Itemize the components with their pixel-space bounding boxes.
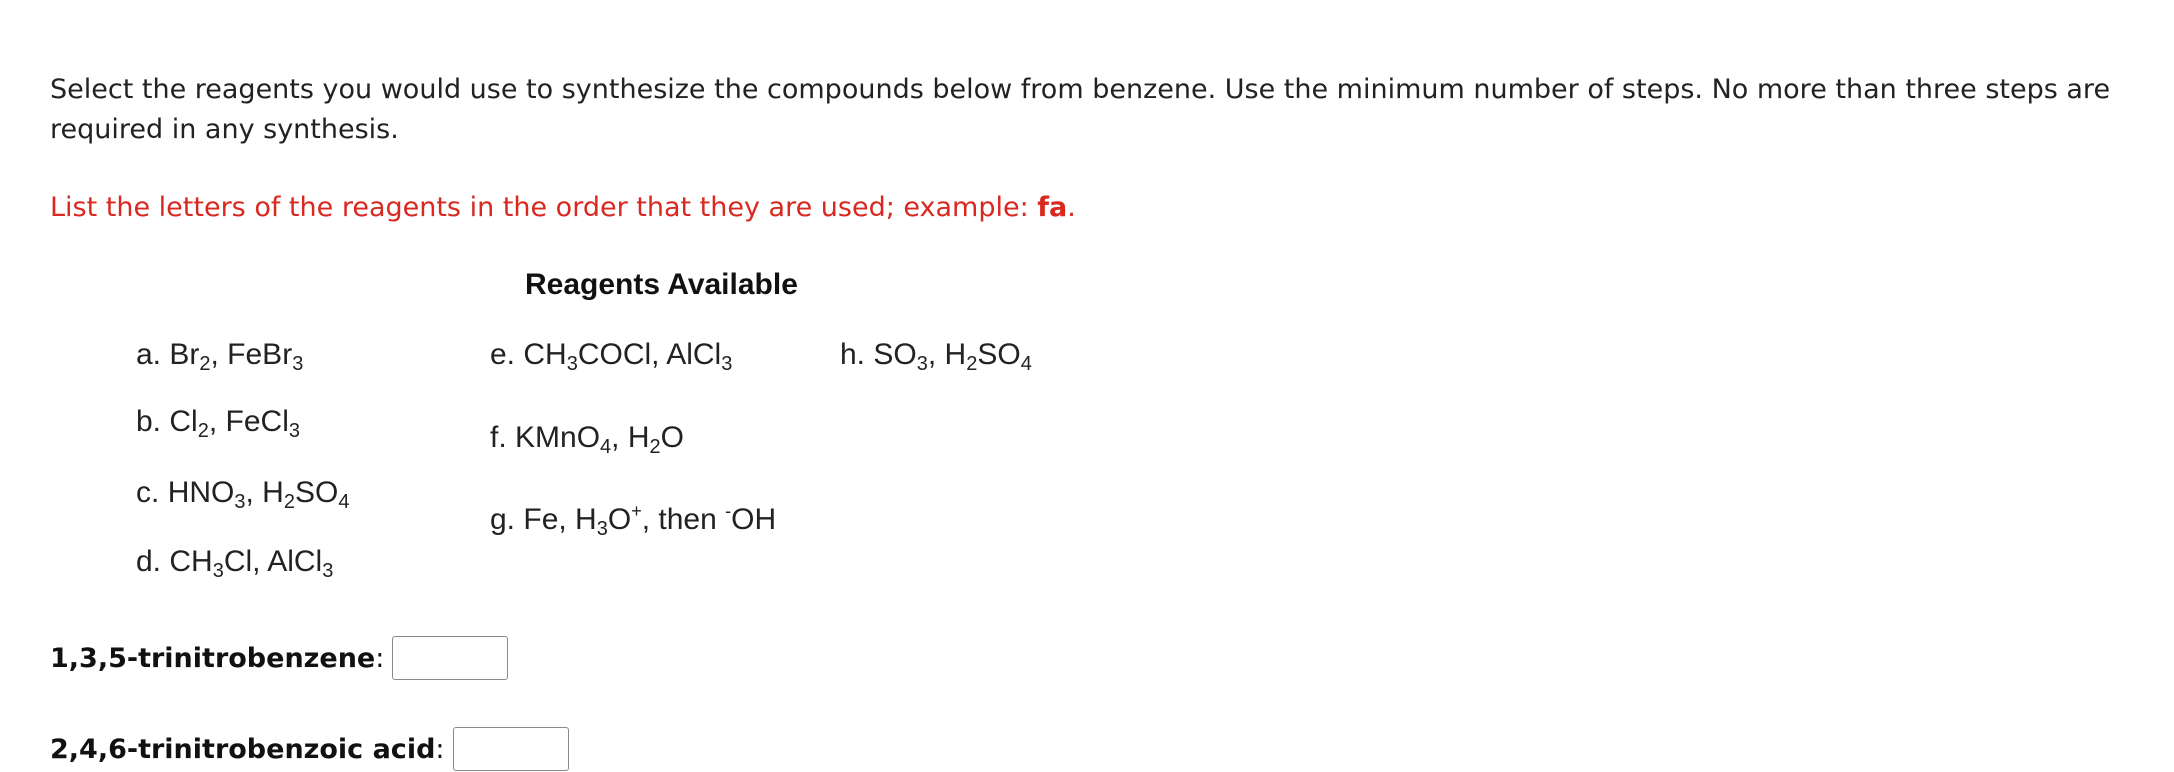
reagent-b: [136, 405, 300, 442]
reagent-formula-superscript: -: [725, 501, 732, 521]
reagent-formula-text: O: [607, 503, 632, 536]
reagent-formula-text: , FeCl: [208, 405, 289, 438]
reagent-formula-text: SO: [873, 338, 917, 371]
reagent-f: [490, 421, 684, 458]
reagent-formula-subscript: 3: [596, 518, 608, 540]
reagent-formula-superscript: +: [631, 501, 642, 521]
reagent-formula-text: , H: [611, 421, 650, 454]
reagent-formula-subscript: 3: [322, 560, 334, 582]
reagent-formula-subscript: 2: [199, 353, 211, 375]
reagent-formula-subscript: 2: [283, 491, 295, 513]
reagent-formula-subscript: 3: [212, 560, 224, 582]
reagent-formula-text: SO: [977, 338, 1021, 371]
reagent-formula-subscript: 4: [338, 491, 350, 513]
reagent-a: [136, 338, 304, 375]
reagent-formula-text: , H: [245, 476, 284, 509]
hint-text-main: List the letters of the reagents in the order that they are used; example:: [50, 192, 1038, 223]
reagent-formula-text: O: [660, 421, 684, 454]
reagent-letter: d.: [136, 545, 162, 578]
reagent-formula-text: Fe, H: [523, 503, 597, 536]
reagent-letter: e.: [490, 338, 516, 371]
reagent-formula-text: , H: [927, 338, 967, 371]
reagent-letter: a.: [136, 338, 162, 371]
reagent-formula-subscript: 3: [721, 353, 733, 375]
reagent-formula-text: OH: [731, 503, 777, 536]
reagent-formula-subscript: 3: [566, 353, 578, 375]
reagent-letter: f.: [490, 421, 507, 454]
reagent-g: [490, 501, 777, 540]
question-label: 2,4,6-trinitrobenzoic acid: [50, 733, 436, 765]
reagent-letter: c.: [136, 476, 160, 509]
reagent-e: [490, 338, 733, 375]
reagent-formula-text: , FeBr: [210, 338, 293, 371]
reagent-letter: h.: [840, 338, 866, 371]
question-trinitrobenzoic-acid: [50, 727, 569, 771]
reagent-c: [136, 476, 350, 513]
reagent-formula-subscript: 2: [649, 436, 661, 458]
reagent-formula-text: CH: [523, 338, 567, 371]
reagent-formula-subscript: 3: [292, 353, 304, 375]
reagent-formula-text: COCl, AlCl: [577, 338, 722, 371]
reagent-formula-text: HNO: [167, 476, 235, 509]
reagent-formula-subscript: 2: [966, 353, 978, 375]
question-colon: :: [435, 733, 445, 765]
reagents-title: Reagents Available: [525, 268, 798, 301]
instructions-text: Select the reagents you would use to synthesize the compounds below from benzene. Use the minimum number of steps. No more than three steps are required in any synthesis.: [50, 74, 2111, 145]
hint-period: .: [1067, 192, 1076, 223]
trinitrobenzene-answer-input[interactable]: [392, 636, 508, 680]
reagent-formula-subscript: 4: [1020, 353, 1032, 375]
reagent-letter: b.: [136, 405, 162, 438]
reagent-formula-text: Cl: [169, 405, 198, 438]
reagent-h: [840, 338, 1032, 375]
reagent-formula-text: Cl, AlCl: [223, 545, 323, 578]
reagent-formula-text: KMnO: [515, 421, 601, 454]
reagent-letter: g.: [490, 503, 516, 536]
reagent-formula-subscript: 4: [600, 436, 612, 458]
reagent-formula-subscript: 2: [197, 420, 209, 442]
hint-text: [50, 188, 1076, 228]
reagent-formula-subscript: 3: [916, 353, 928, 375]
hint-example: fa: [1037, 192, 1068, 223]
question-label: 1,3,5-trinitrobenzene: [50, 642, 376, 674]
reagent-formula-text: CH: [169, 545, 213, 578]
reagent-formula-text: , then: [641, 503, 726, 536]
reagent-formula-subscript: 3: [288, 420, 300, 442]
reagent-formula-text: Br: [169, 338, 200, 371]
reagent-d: [136, 545, 334, 582]
question-colon: :: [375, 642, 385, 674]
reagent-formula-text: SO: [294, 476, 339, 509]
question-trinitrobenzene: [50, 636, 508, 680]
trinitrobenzoic-acid-answer-input[interactable]: [453, 727, 569, 771]
reagent-formula-subscript: 3: [234, 491, 246, 513]
